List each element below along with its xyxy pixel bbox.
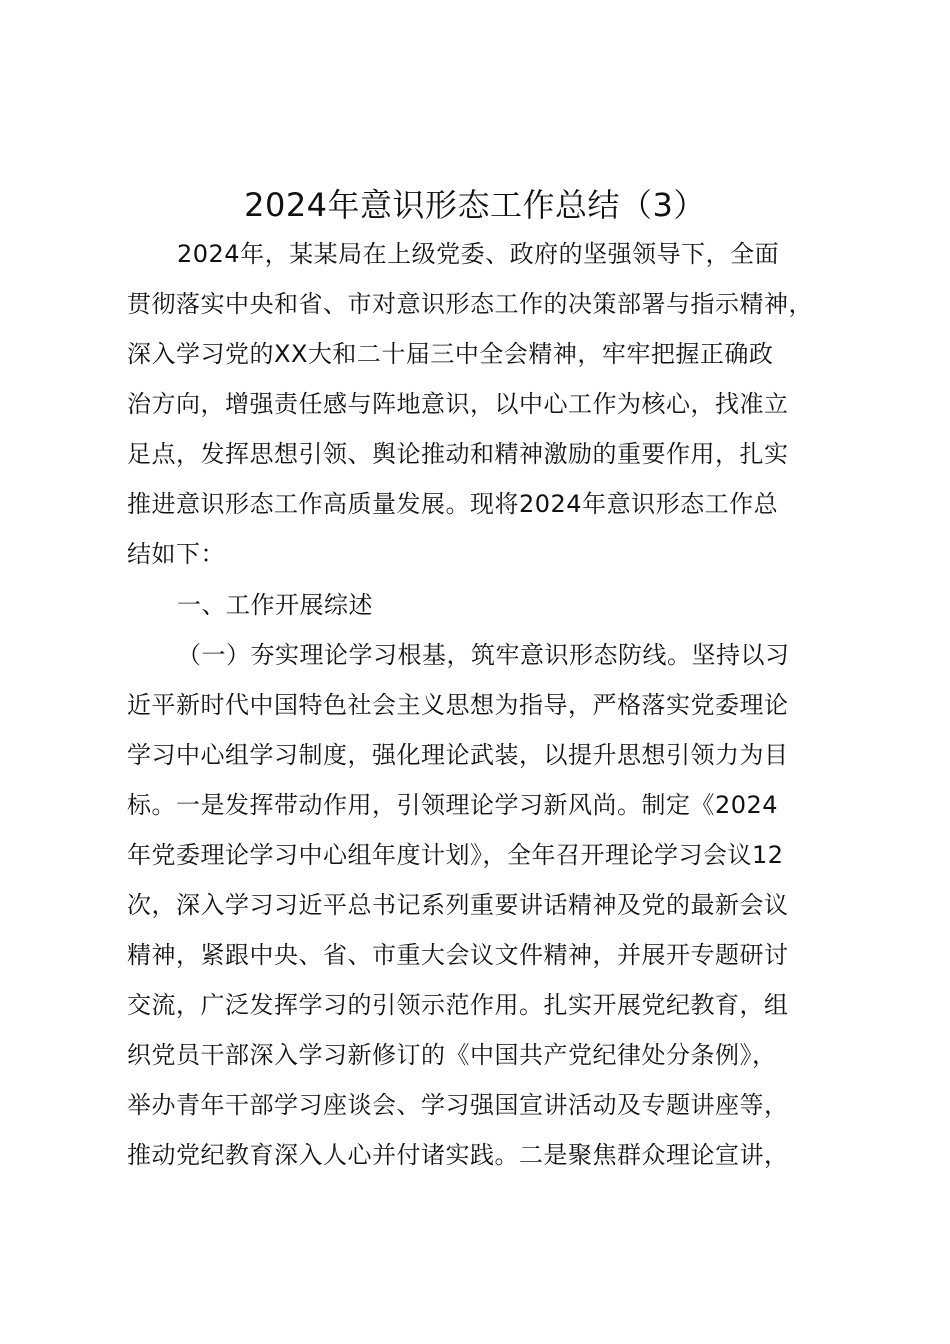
paragraph-line: 精神，紧跟中央、省、市重大会议文件精神，并展开专题研讨 (127, 941, 789, 969)
paragraph-line: 举办青年干部学习座谈会、学习强国宣讲活动及专题讲座等， (127, 1091, 789, 1119)
paragraph-line: 年党委理论学习中心组年度计划》，全年召开理论学习会议12 (127, 841, 784, 869)
paragraph-line: （一）夯实理论学习根基，筑牢意识形态防线。坚持以习 (177, 641, 790, 669)
section-heading: 一、工作开展综述 (177, 591, 373, 619)
paragraph-line: 近平新时代中国特色社会主义思想为指导，严格落实党委理论 (127, 691, 789, 719)
paragraph-line: 治方向，增强责任感与阵地意识，以中心工作为核心，找准立 (127, 390, 789, 418)
paragraph-line: 深入学习党的XX大和二十届三中全会精神，牢牢把握正确政 (127, 340, 774, 368)
paragraph-line: 推动党纪教育深入人心并付诸实践。二是聚焦群众理论宣讲， (127, 1141, 789, 1169)
paragraph-line: 次，深入学习习近平总书记系列重要讲话精神及党的最新会议 (127, 891, 789, 919)
paragraph-line: 2024年，某某局在上级党委、政府的坚强领导下，全面 (177, 240, 780, 268)
paragraph-line: 足点，发挥思想引领、舆论推动和精神激励的重要作用，扎实 (127, 440, 789, 468)
paragraph-line: 交流，广泛发挥学习的引领示范作用。扎实开展党纪教育，组 (127, 991, 789, 1019)
paragraph-line: 结如下： (127, 540, 225, 568)
paragraph-line: 标。一是发挥带动作用，引领理论学习新风尚。制定《2024 (127, 791, 779, 819)
document-title: 2024年意识形态工作总结（3） (244, 186, 706, 224)
paragraph-line: 推进意识形态工作高质量发展。现将2024年意识形态工作总 (127, 490, 779, 518)
paragraph-line: 贯彻落实中央和省、市对意识形态工作的决策部署与指示精神， (127, 290, 813, 318)
paragraph-line: 织党员干部深入学习新修订的《中国共产党纪律处分条例》， (127, 1041, 777, 1069)
paragraph-line: 学习中心组学习制度，强化理论武装，以提升思想引领力为目 (127, 741, 789, 769)
